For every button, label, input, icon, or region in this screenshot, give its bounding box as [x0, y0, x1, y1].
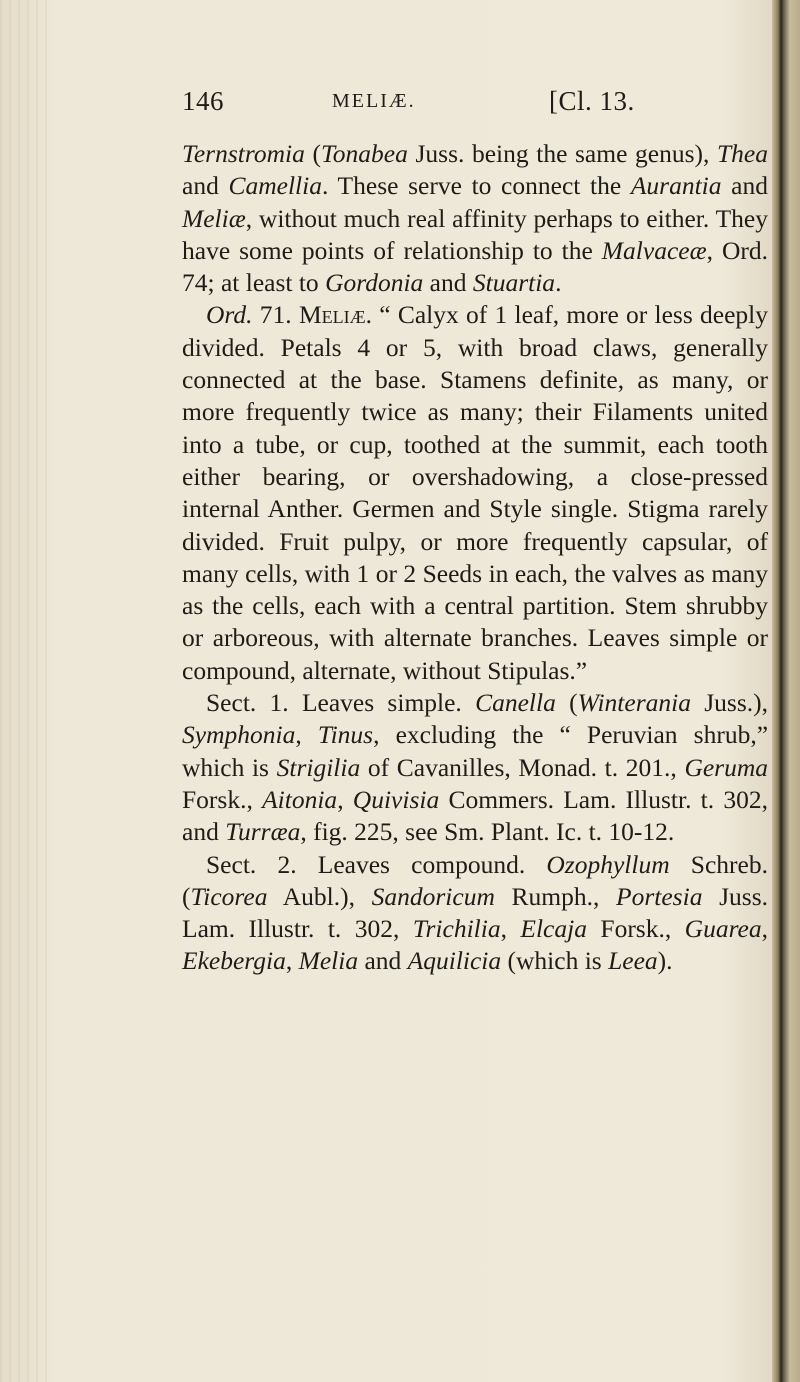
italic-term: Meliæ	[182, 203, 246, 233]
italic-term: Malvaceæ	[601, 235, 707, 265]
italic-term: Winterania	[577, 688, 691, 718]
italic-term: Aitonia	[262, 784, 338, 814]
italic-term: Ozophyllum	[546, 849, 670, 879]
italic-term: Elcaja	[520, 914, 587, 944]
italic-term: Ternstromia	[182, 139, 305, 168]
paragraph	[182, 138, 768, 299]
paragraph	[182, 687, 768, 848]
paragraph	[182, 849, 768, 978]
text-run: .	[555, 268, 562, 298]
running-title: MELIÆ.	[332, 90, 416, 112]
italic-term: Quivisia	[352, 784, 440, 814]
text-run: ).	[657, 946, 673, 976]
italic-term: Ticorea	[190, 881, 268, 911]
text-run: ,	[285, 946, 299, 976]
italic-term: Trichilia	[412, 914, 501, 944]
text-run: (	[304, 139, 321, 168]
text-run: 71.	[252, 300, 299, 330]
text-run: and	[423, 268, 473, 298]
italic-term: Guarea	[684, 914, 762, 944]
facing-page-edge	[772, 0, 800, 1382]
text-run: Sect. 1. Leaves simple.	[206, 688, 476, 718]
text-run: Forsk.,	[586, 914, 685, 944]
order-name: Meliæ	[298, 300, 366, 330]
italic-term: Aquilicia	[407, 946, 502, 976]
italic-term: Tinus	[317, 720, 374, 750]
text-run: , without much real affinity perhaps to either. They have some points of relationship to the	[182, 203, 768, 265]
italic-term: Portesia	[616, 881, 703, 911]
running-header	[182, 82, 780, 122]
text-run: Juss.),	[690, 688, 769, 718]
text-run: Rumph.,	[494, 881, 617, 911]
text-run: ,	[295, 720, 318, 750]
italic-term: Aurantia	[630, 171, 722, 201]
text-run: , excluding the “ Peruvian shrub,” which is	[182, 720, 769, 782]
text-run: ,	[500, 914, 521, 944]
italic-term: Ord.	[206, 300, 253, 330]
show-through-shading	[0, 0, 48, 1382]
italic-term: Sandoricum	[371, 881, 495, 911]
text-run: ,	[337, 784, 353, 814]
text-run: , fig. 225, see Sm. Plant. Ic. t. 10-12.	[300, 817, 675, 847]
page-number: 146	[182, 86, 224, 116]
paragraph	[182, 299, 768, 687]
text-run: and	[182, 171, 229, 201]
italic-term: Canella	[475, 688, 556, 718]
text-run: Aubl.),	[267, 881, 372, 911]
text-run: and	[358, 946, 408, 976]
text-run: of Cavanilles, Monad. t. 201.,	[360, 752, 685, 782]
italic-term: Gordonia	[325, 268, 424, 298]
text-run: (which is	[501, 946, 609, 976]
italic-term: Symphonia	[182, 720, 296, 750]
text-run: (	[555, 688, 578, 718]
text-run: and	[721, 171, 768, 201]
text-run: Schreb. (	[182, 849, 768, 911]
text-run: . “ Calyx of 1 leaf, more or less deeply divided. Petals 4 or 5, with broad claws, generally connected at the base. Stamens definite, as many, or more frequently twice as many; their Filaments united into a tube, or cup, toothed at the summit, each tooth either bearing, or overshadowing, a close-pressed internal Anther. Germen and Style single. Stigma rarely divided. Fruit pulpy, or more frequently capsular, of many cells, with 1 or 2 Seeds in each, the valves as many as the cells, each with a central partition. Stem shrubby or arboreous, with alternate branches. Leaves simple or compound, alternate, without Stipulas.”	[182, 300, 769, 685]
italic-term: Stuartia	[472, 268, 556, 298]
text-run: Juss. being the same genus),	[407, 139, 717, 168]
italic-term: Strigilia	[276, 752, 361, 782]
text-run: ,	[761, 914, 768, 944]
text-run: , Ord. 74; at least to	[182, 235, 768, 298]
italic-term: Ekebergia	[182, 946, 286, 976]
text-run: . These serve to connect the	[321, 171, 631, 201]
italic-term: Tonabea	[320, 139, 408, 168]
italic-term: Thea	[716, 139, 768, 168]
class-reference: [Cl. 13.	[549, 86, 635, 116]
text-run: Juss. Lam. Illustr. t. 302,	[182, 881, 768, 944]
text-run: Commers. Lam. Illustr. t. 302, and	[182, 784, 768, 847]
italic-term: Melia	[298, 946, 359, 976]
text-run: Forsk.,	[182, 784, 263, 814]
text-run: Sect. 2. Leaves compound.	[206, 849, 547, 879]
body-text	[182, 138, 768, 978]
italic-term: Leea	[608, 946, 658, 976]
italic-term: Camellia	[228, 171, 322, 201]
italic-term: Geruma	[684, 752, 769, 782]
italic-term: Turræa	[225, 817, 301, 847]
